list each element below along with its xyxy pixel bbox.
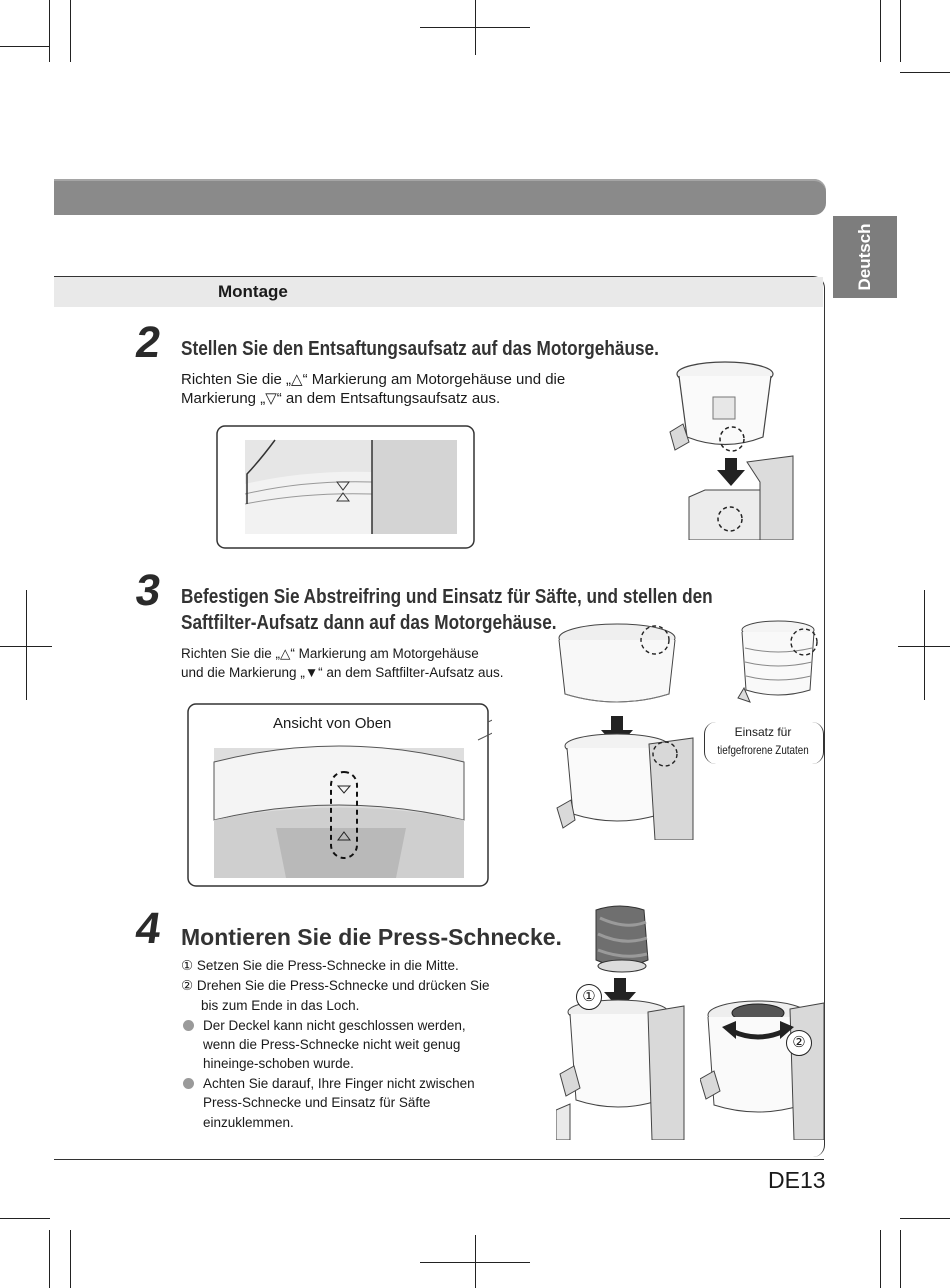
callout-1-label: ① [582, 988, 596, 1005]
step-3-title-line1: Befestigen Sie Abstreifring und Einsatz für Säfte, und stellen den [181, 586, 713, 608]
crop-mark [475, 1235, 476, 1288]
language-tab-label: Deutsch [855, 223, 874, 291]
language-tab [833, 216, 897, 298]
insert-label-line1: Einsatz für [734, 725, 792, 739]
crop-mark [0, 1218, 50, 1219]
callout-2 [786, 1030, 812, 1056]
step-4-note1-line2: wenn die Press-Schnecke nicht weit genug [203, 1037, 461, 1052]
section-title: Montage [218, 282, 288, 301]
page-number: DE13 [768, 1167, 826, 1193]
crop-mark [900, 0, 901, 62]
step-4-number: 4 [132, 904, 164, 953]
auger-rotate-illustration [700, 995, 826, 1140]
step-4-note2-line3: einzuklemmen. [203, 1115, 294, 1130]
auger-insert-illustration [556, 900, 686, 1140]
crop-mark [900, 72, 950, 73]
step-4-item1: ① Setzen Sie die Press-Schnecke in die Mitte. [181, 958, 459, 973]
crop-mark [900, 1218, 950, 1219]
step-4-title: Montieren Sie die Press-Schnecke. [181, 924, 562, 950]
step-3-title-line2: Saftfilter-Aufsatz dann auf das Motorgehäuse. [181, 612, 557, 634]
bullet-icon [183, 1020, 194, 1031]
bullet-icon [183, 1078, 194, 1089]
footer-rule [54, 1159, 824, 1160]
crop-mark [880, 0, 881, 62]
step-4-note1-line3: hineinge-schoben wurde. [203, 1056, 354, 1071]
juicer-bowl-illustration [665, 352, 800, 540]
step-4-note2-line1: Achten Sie darauf, Ihre Finger nicht zwischen [203, 1076, 475, 1091]
crop-mark [900, 1230, 901, 1288]
marker-closeup-illustration [215, 424, 477, 550]
step-2-number: 2 [132, 318, 164, 367]
crop-mark [0, 46, 50, 47]
step-4-note2-line2: Press-Schnecke und Einsatz für Säfte [203, 1095, 431, 1110]
section-header [54, 277, 823, 307]
crop-mark [475, 0, 476, 55]
step-3-text-line1: Richten Sie die „△“ Markierung am Motorgehäuse [181, 646, 479, 661]
step-4-item2-line2: bis zum Ende in das Loch. [201, 998, 360, 1013]
step-3-number: 3 [132, 566, 164, 615]
step-4-item2-line1: ② Drehen Sie die Press-Schnecke und drücken Sie [181, 978, 490, 993]
crop-mark [70, 1230, 71, 1288]
callout-1 [576, 984, 602, 1010]
step-2-title: Stellen Sie den Entsaftungsaufsatz auf das Motorgehäuse. [181, 338, 659, 360]
crop-mark [49, 1230, 50, 1288]
top-view-label: Ansicht von Oben [273, 715, 392, 732]
callout-2-label: ② [792, 1034, 806, 1051]
crop-mark [49, 0, 50, 62]
step-2-text-line2: Markierung „▽“ an dem Entsaftungsaufsatz aus. [181, 390, 501, 407]
step-4-note1-line1: Der Deckel kann nicht geschlossen werden, [203, 1018, 466, 1033]
insert-label [704, 723, 822, 759]
chapter-header-bar [54, 179, 826, 215]
step-3-text-line2: und die Markierung „▼“ an dem Saftfilter-Aufsatz aus. [181, 665, 504, 680]
crop-mark [70, 0, 71, 62]
crop-mark [880, 1230, 881, 1288]
crop-mark [924, 590, 925, 700]
crop-mark [26, 590, 27, 700]
insert-label-line2: tiefgefrorene Zutaten [717, 743, 809, 757]
step-2-text-line1: Richten Sie die „△“ Markierung am Motorgehäuse und die [181, 371, 566, 388]
frozen-insert-illustration [736, 618, 826, 710]
filter-assembly-illustration [545, 614, 705, 840]
